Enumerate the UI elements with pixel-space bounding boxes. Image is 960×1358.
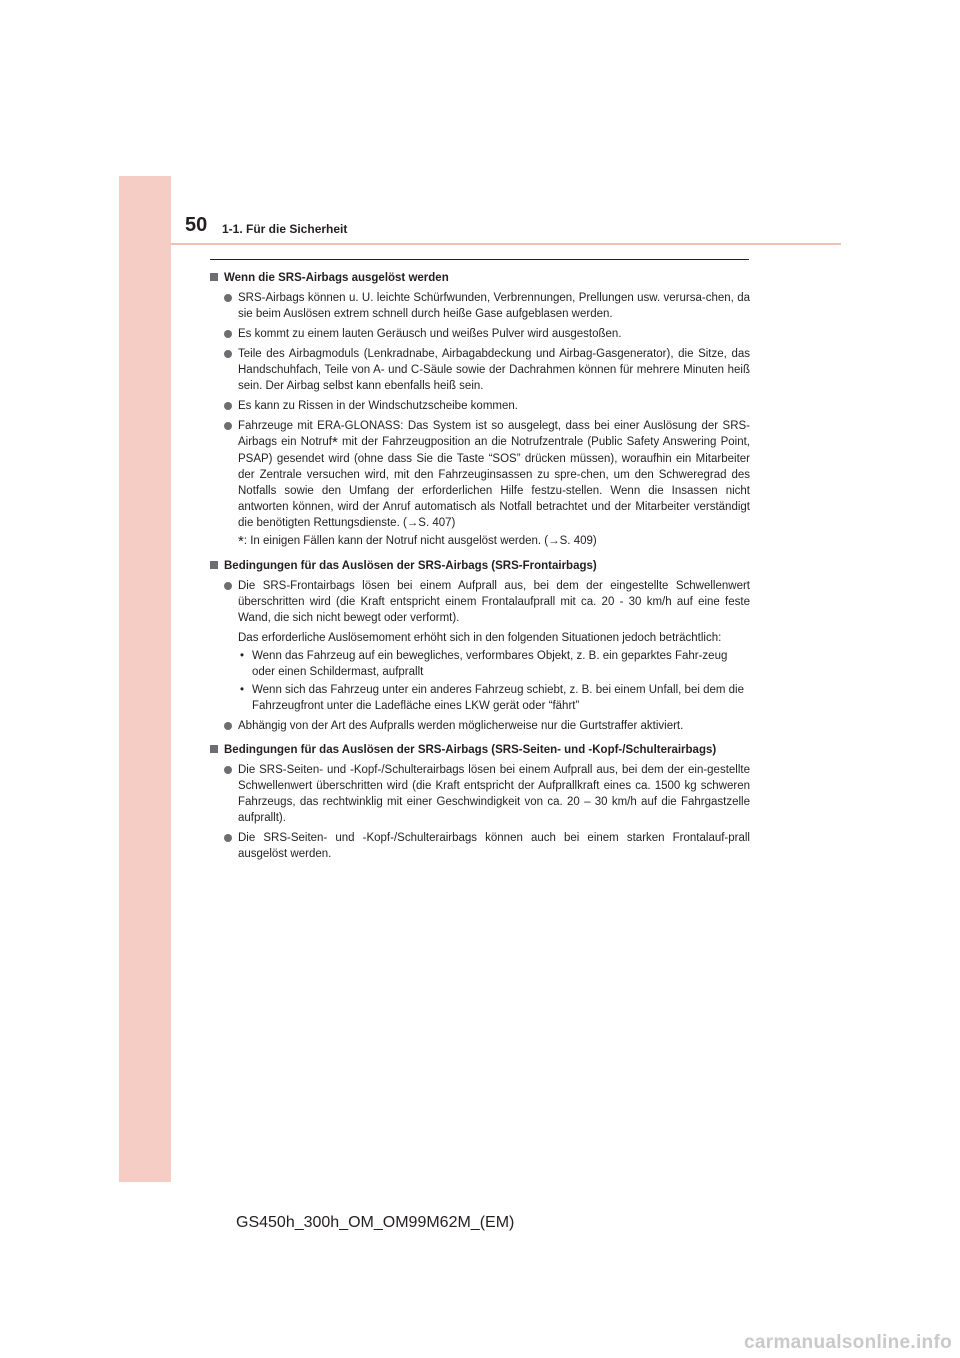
heading-text: Bedingungen für das Auslösen der SRS-Airbags (SRS-Frontairbags)	[224, 560, 597, 572]
list-item	[210, 326, 750, 342]
page-number: 50	[185, 214, 208, 236]
list-item	[210, 830, 750, 862]
section-title: 1-1. Für die Sicherheit	[222, 222, 348, 236]
content-divider	[210, 259, 749, 260]
footnote	[210, 533, 750, 550]
circle-bullet-icon	[224, 722, 232, 730]
page-content	[210, 268, 750, 862]
list-item-text: Die SRS-Seiten- und -Kopf-/Schulterairbags lösen bei einem Aufprall aus, bei dem der ein-gestellte Schwellenwert überschritten wird (die Kraft entspricht der Aufprallkraft eines ca. 1500 kg schweren Fahrzeugs, das rechtwinklig mit einer Geschwindigkeit von ca. 20 – 30 km/h auf die Fahrgastzelle aufprallt).	[238, 764, 750, 824]
circle-bullet-icon	[224, 330, 232, 338]
heading-airbags-deployed	[210, 270, 750, 286]
heading-side-curtain-airbags	[210, 742, 750, 758]
list-item-text: mit der Fahrzeugposition an die Notrufzentrale (Public Safety Answering Point, PSAP) gesendet wird (ohne dass Sie die Taste “SOS” drücken müssen), woraufhin ein Mitarbeiter der Zentrale versuchen wird, mit den Fahrzeuginsassen zu spre-chen, um den Schweregrad des Notfalls sowie den Umfang der erforderlichen Hilfe festzu-stellen. Wenn die Insassen nicht antworten können, wird der Anruf automatisch als Notfall betrachtet und der Mitarbeiter verständigt die benötigten Rettungsdienste. (→S. 407)	[238, 436, 750, 529]
circle-bullet-icon	[224, 834, 232, 842]
list-item-text: Die SRS-Seiten- und -Kopf-/Schulterairbags können auch bei einem starken Frontalauf-prall ausgelöst werden.	[238, 832, 750, 860]
watermark: carmanualsonline.info	[744, 1332, 952, 1353]
list-item	[210, 346, 750, 394]
footnote-marker: *	[331, 434, 338, 451]
list-item-text: Fahrzeuge mit ERA-GLONASS: Das System ist so ausgelegt, dass bei einer Auslösung der SRS-Airbags ein Notruf	[238, 420, 750, 448]
list-item	[210, 290, 750, 322]
heading-text: Bedingungen für das Auslösen der SRS-Airbags (SRS-Seiten- und -Kopf-/Schulterairbags)	[224, 744, 717, 756]
circle-bullet-icon	[224, 766, 232, 774]
circle-bullet-icon	[224, 402, 232, 410]
side-band	[119, 176, 171, 1182]
list-item-text: Es kann zu Rissen in der Windschutzscheibe kommen.	[238, 400, 518, 412]
list-item	[210, 762, 750, 826]
heading-front-airbags	[210, 558, 750, 574]
heading-text: Wenn die SRS-Airbags ausgelöst werden	[224, 272, 449, 284]
list-item	[210, 718, 750, 734]
circle-bullet-icon	[224, 294, 232, 302]
sub-list-item-text: Wenn das Fahrzeug auf ein bewegliches, verformbares Objekt, z. B. ein geparktes Fahr-zeug oder einen Schildermast, aufprallt	[252, 650, 728, 678]
square-bullet-icon	[210, 273, 218, 281]
list-item	[210, 578, 750, 626]
list-item-era-glonass	[210, 418, 750, 531]
circle-bullet-icon	[224, 350, 232, 358]
list-item-text: Teile des Airbagmoduls (Lenkradnabe, Airbagabdeckung und Airbag-Gasgenerator), die Sitze, das Handschuhfach, Teile von A- und C-Säule sowie der Dachrahmen können für mehrere Minuten heiß sein. Der Airbag selbst kann ebenfalls heiß sein.	[238, 348, 750, 392]
sub-bullet-marker: •	[240, 684, 245, 696]
sub-list-item	[210, 682, 750, 714]
footnote-marker: *	[238, 533, 244, 550]
circle-bullet-icon	[224, 582, 232, 590]
paragraph: Das erforderliche Auslösemoment erhöht sich in den folgenden Situationen jedoch beträchtlich:	[238, 632, 722, 644]
list-item-text: Es kommt zu einem lauten Geräusch und weißes Pulver wird ausgestoßen.	[238, 328, 622, 340]
sub-bullet-marker: •	[240, 650, 245, 662]
list-item-text: SRS-Airbags können u. U. leichte Schürfwunden, Verbrennungen, Prellungen usw. verursa-chen, da sie beim Auslösen extrem schnell durch heiße Gase aufgeblasen werden.	[238, 292, 750, 320]
list-item-text: Abhängig von der Art des Aufpralls werden möglicherweise nur die Gurtstraffer aktiviert.	[238, 720, 684, 732]
square-bullet-icon	[210, 561, 218, 569]
square-bullet-icon	[210, 745, 218, 753]
circle-bullet-icon	[224, 422, 232, 430]
header-rule	[171, 243, 841, 245]
list-item	[210, 398, 750, 414]
sub-list-item-text: Wenn sich das Fahrzeug unter ein anderes Fahrzeug schiebt, z. B. bei einem Unfall, bei dem die Fahrzeugfront unter die Ladefläche eines LKW gerät oder “fährt”	[252, 684, 745, 712]
sub-list-item	[210, 648, 750, 680]
footnote-text: : In einigen Fällen kann der Notruf nicht ausgelöst werden. (→S. 409)	[243, 535, 597, 547]
document-code: GS450h_300h_OM_OM99M62M_(EM)	[236, 1214, 515, 1231]
list-item-text: Die SRS-Frontairbags lösen bei einem Aufprall aus, bei dem der eingestellte Schwellenwert überschritten wird (die Kraft entspricht einem Frontalaufprall mit ca. 20 - 30 km/h auf eine feste Wand, die sich nicht bewegt oder verformt).	[238, 580, 750, 624]
